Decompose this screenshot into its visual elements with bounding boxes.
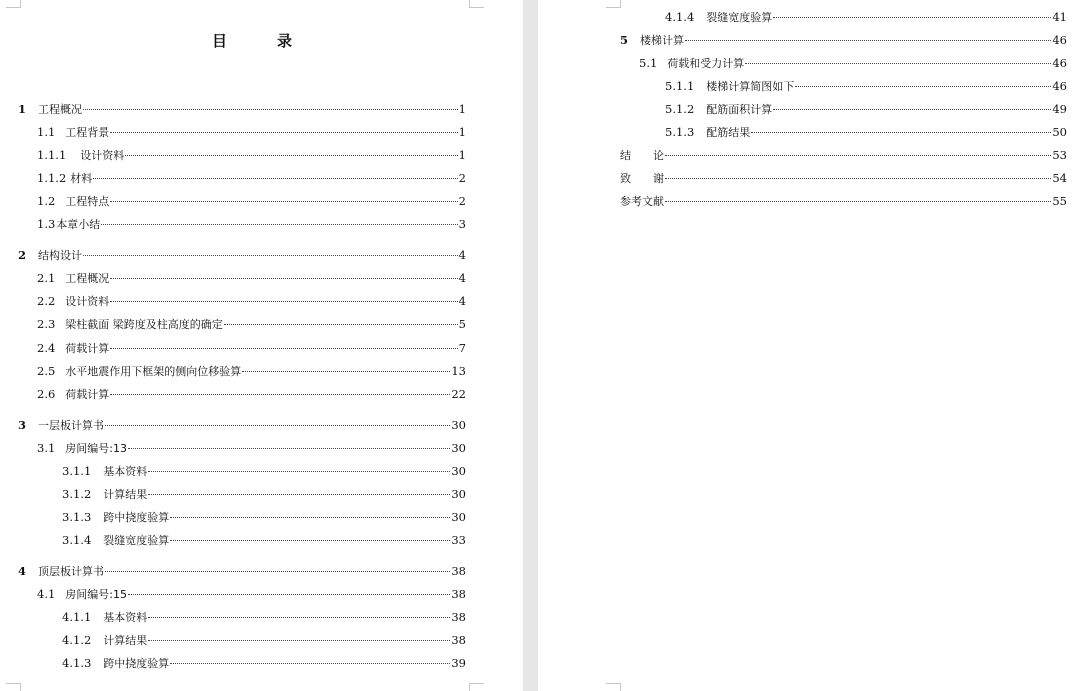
toc-entry-number: 5.1.1 (665, 79, 695, 93)
toc-entry-page: 4 (458, 271, 466, 285)
toc-entry-number: 5.1.2 (665, 102, 695, 116)
toc-entry-number: 4.1.2 (62, 633, 92, 647)
toc-entry-label: 基本资料 (103, 465, 148, 478)
toc-entry-page: 50 (1052, 125, 1067, 139)
dot-leader (110, 301, 457, 302)
toc-entry-label: 裂缝宽度验算 (706, 11, 773, 24)
toc-entry-label: 工程背景 (65, 126, 110, 139)
toc-entry-number: 2.4 (37, 341, 56, 355)
toc-entry-label: 工程特点 (65, 195, 110, 208)
toc-entry-number: 4.1.4 (665, 10, 695, 24)
toc-entry-page: 46 (1052, 33, 1067, 47)
toc-entry-page: 1 (458, 148, 466, 162)
toc-entry-page: 3 (458, 217, 466, 231)
toc-entry-page: 53 (1052, 148, 1067, 162)
toc-entry-label: 荷载计算 (65, 388, 110, 401)
toc-entry-number: 3 (18, 418, 27, 432)
dot-leader (83, 255, 458, 256)
toc-entry-4-1[interactable] (37, 586, 466, 602)
toc-entry-page: 39 (451, 656, 466, 670)
toc-entry-4-1-4[interactable] (665, 9, 1067, 25)
toc-entry-1-2[interactable] (37, 193, 466, 209)
toc-entry-label: 本章小结 (56, 218, 101, 231)
toc-entry-2[interactable] (18, 247, 466, 263)
dot-leader (83, 109, 458, 110)
toc-entry-label: 荷载计算 (65, 342, 110, 355)
toc-entry-label: 房间编号:13 (65, 442, 127, 455)
toc-entry-number: 3.1.4 (62, 533, 92, 547)
toc-entry-3-1-2[interactable] (62, 486, 466, 502)
dot-leader (93, 178, 457, 179)
toc-entry-label: 结构设计 (38, 249, 83, 262)
toc-entry-page: 4 (458, 294, 466, 308)
toc-entry-1-1[interactable] (37, 124, 466, 140)
toc-entry-4[interactable] (18, 563, 466, 579)
toc-entry-number: 3.1 (37, 441, 56, 455)
toc-entry-4-1-3[interactable] (62, 655, 466, 671)
dot-leader (105, 425, 450, 426)
dot-leader (665, 201, 1051, 202)
dot-leader (101, 224, 457, 225)
toc-entry-4-1-1[interactable] (62, 609, 466, 625)
dot-leader (795, 86, 1051, 87)
dot-leader (685, 40, 1051, 41)
toc-entry-number: 5 (620, 33, 629, 47)
toc-entry-page: 4 (458, 248, 466, 262)
toc-entry-page: 55 (1052, 194, 1067, 208)
toc-title (212, 30, 292, 51)
toc-entry-1-1-1[interactable] (37, 147, 466, 163)
toc-entry-5-1-1[interactable] (665, 78, 1067, 94)
dot-leader (148, 640, 450, 641)
toc-entry-label: 荷载和受力计算 (667, 57, 745, 70)
dot-leader (128, 594, 450, 595)
toc-entry-page: 30 (451, 441, 466, 455)
toc-entry-label: 水平地震作用下框架的侧向位移验算 (65, 365, 242, 378)
toc-entry-3-1[interactable] (37, 440, 466, 456)
crop-mark (6, 683, 21, 691)
dot-leader (125, 155, 457, 156)
toc-entry-label: 顶层板计算书 (38, 565, 105, 578)
toc-entry-page: 30 (451, 487, 466, 501)
toc-entry-label: 设计资料 (80, 149, 125, 162)
crop-mark (6, 0, 21, 8)
toc-title-char: 录 (277, 32, 293, 50)
page-gap (523, 0, 538, 691)
toc-entry-label: 工程概况 (38, 103, 83, 116)
toc-entry-number: 2.1 (37, 271, 56, 285)
toc-entry-2-5[interactable] (37, 363, 466, 379)
dot-leader (110, 278, 457, 279)
dot-leader (665, 155, 1051, 156)
toc-entry-page: 30 (451, 464, 466, 478)
dot-leader (170, 540, 450, 541)
document-page-left (0, 0, 523, 691)
toc-entry-number: 2.5 (37, 364, 56, 378)
dot-leader (110, 132, 457, 133)
dot-leader (110, 201, 457, 202)
toc-entry-number: 1.2 (37, 194, 56, 208)
toc-entry-page: 30 (451, 510, 466, 524)
dot-leader (148, 617, 450, 618)
toc-entry-label: 楼梯计算简图如下 (706, 80, 795, 93)
crop-mark (469, 683, 484, 691)
toc-entry-number: 1.3 (37, 217, 56, 231)
toc-entry-1[interactable] (18, 101, 466, 117)
toc-entry-1-3[interactable] (37, 216, 466, 232)
toc-entry-page: 46 (1052, 79, 1067, 93)
toc-entry-label: 楼梯计算 (640, 34, 685, 47)
toc-entry-label: 参考文献 (620, 195, 664, 208)
toc-entry-3-1-3[interactable] (62, 509, 466, 525)
toc-entry-label: 计算结果 (103, 634, 148, 647)
toc-entry-page: 38 (451, 564, 466, 578)
dot-leader (751, 132, 1051, 133)
toc-entry-label: 跨中挠度验算 (103, 511, 170, 524)
toc-entry-3[interactable] (18, 417, 466, 433)
toc-entry-label: 一层板计算书 (38, 419, 105, 432)
toc-entry-5-1[interactable] (639, 55, 1067, 71)
toc-entry-number: 1.1 (37, 125, 56, 139)
toc-entry-number: 1.1.2 (37, 171, 67, 185)
toc-entry-label: 致 谢 (620, 172, 664, 185)
toc-entry-4-1-2[interactable] (62, 632, 466, 648)
toc-entry-label: 配筋结果 (706, 126, 751, 139)
dot-leader (170, 517, 450, 518)
toc-entry-conclusion[interactable] (620, 147, 1067, 163)
dot-leader (148, 494, 450, 495)
toc-entry-acknowledgements[interactable] (620, 170, 1067, 186)
toc-entry-page: 1 (458, 102, 466, 116)
document-page-right (538, 0, 1077, 691)
toc-entry-page: 49 (1052, 102, 1067, 116)
toc-entry-page: 13 (451, 364, 466, 378)
toc-title-char: 目 (212, 32, 228, 50)
toc-entry-references[interactable] (620, 193, 1067, 209)
dot-leader (773, 17, 1051, 18)
toc-entry-page: 7 (458, 341, 466, 355)
dot-leader (110, 394, 450, 395)
toc-entry-number: 2.3 (37, 317, 56, 331)
toc-entry-number: 2 (18, 248, 27, 262)
toc-entry-page: 22 (451, 387, 466, 401)
dot-leader (773, 109, 1051, 110)
toc-entry-number: 1 (18, 102, 27, 116)
crop-mark (469, 0, 484, 8)
toc-entry-number: 5.1 (639, 56, 658, 70)
toc-entry-label: 裂缝宽度验算 (103, 534, 170, 547)
crop-mark (606, 683, 621, 691)
toc-entry-number: 2.2 (37, 294, 56, 308)
toc-entry-label: 配筋面积计算 (706, 103, 773, 116)
toc-entry-number: 1.1.1 (37, 148, 67, 162)
toc-entry-page: 41 (1052, 10, 1067, 24)
crop-mark (606, 0, 621, 8)
dot-leader (745, 63, 1051, 64)
toc-entry-page: 1 (458, 125, 466, 139)
toc-entry-label: 工程概况 (65, 272, 110, 285)
toc-entry-number: 4.1 (37, 587, 56, 601)
toc-entry-label: 房间编号:15 (65, 588, 127, 601)
toc-entry-number: 4.1.3 (62, 656, 92, 670)
toc-entry-page: 2 (458, 194, 466, 208)
toc-entry-page: 33 (451, 533, 466, 547)
dot-leader (224, 324, 458, 325)
toc-entry-page: 5 (458, 317, 466, 331)
toc-entry-label: 计算结果 (103, 488, 148, 501)
toc-entry-page: 54 (1052, 171, 1067, 185)
toc-entry-number: 4.1.1 (62, 610, 92, 624)
toc-entry-number: 3.1.1 (62, 464, 92, 478)
toc-entry-page: 38 (451, 587, 466, 601)
toc-entry-2-1[interactable] (37, 270, 466, 286)
toc-entry-number: 5.1.3 (665, 125, 695, 139)
dot-leader (148, 471, 450, 472)
dot-leader (128, 448, 450, 449)
toc-entry-label: 跨中挠度验算 (103, 657, 170, 670)
toc-entry-page: 30 (451, 418, 466, 432)
toc-entry-5-1-2[interactable] (665, 101, 1067, 117)
dot-leader (105, 571, 450, 572)
toc-entry-label: 设计资料 (65, 295, 110, 308)
dot-leader (170, 663, 450, 664)
toc-entry-2-2[interactable] (37, 293, 466, 309)
toc-entry-2-4[interactable] (37, 340, 466, 356)
toc-entry-5-1-3[interactable] (665, 124, 1067, 140)
toc-entry-page: 46 (1052, 56, 1067, 70)
toc-entry-2-3[interactable] (37, 316, 466, 332)
toc-entry-label: 材料 (70, 172, 93, 185)
toc-entry-page: 38 (451, 610, 466, 624)
toc-entry-number: 3.1.3 (62, 510, 92, 524)
toc-entry-number: 2.6 (37, 387, 56, 401)
toc-entry-page: 2 (458, 171, 466, 185)
toc-entry-label: 结 论 (620, 149, 664, 162)
toc-entry-1-1-2[interactable] (37, 170, 466, 186)
toc-entry-page: 38 (451, 633, 466, 647)
toc-entry-label: 梁柱截面 梁跨度及柱高度的确定 (65, 318, 223, 331)
toc-entry-2-6[interactable] (37, 386, 466, 402)
toc-entry-3-1-1[interactable] (62, 463, 466, 479)
toc-entry-number: 4 (18, 564, 27, 578)
toc-entry-number: 3.1.2 (62, 487, 92, 501)
toc-entry-5[interactable] (620, 32, 1067, 48)
toc-entry-label: 基本资料 (103, 611, 148, 624)
toc-entry-3-1-4[interactable] (62, 532, 466, 548)
dot-leader (665, 178, 1051, 179)
dot-leader (242, 371, 450, 372)
dot-leader (110, 348, 457, 349)
